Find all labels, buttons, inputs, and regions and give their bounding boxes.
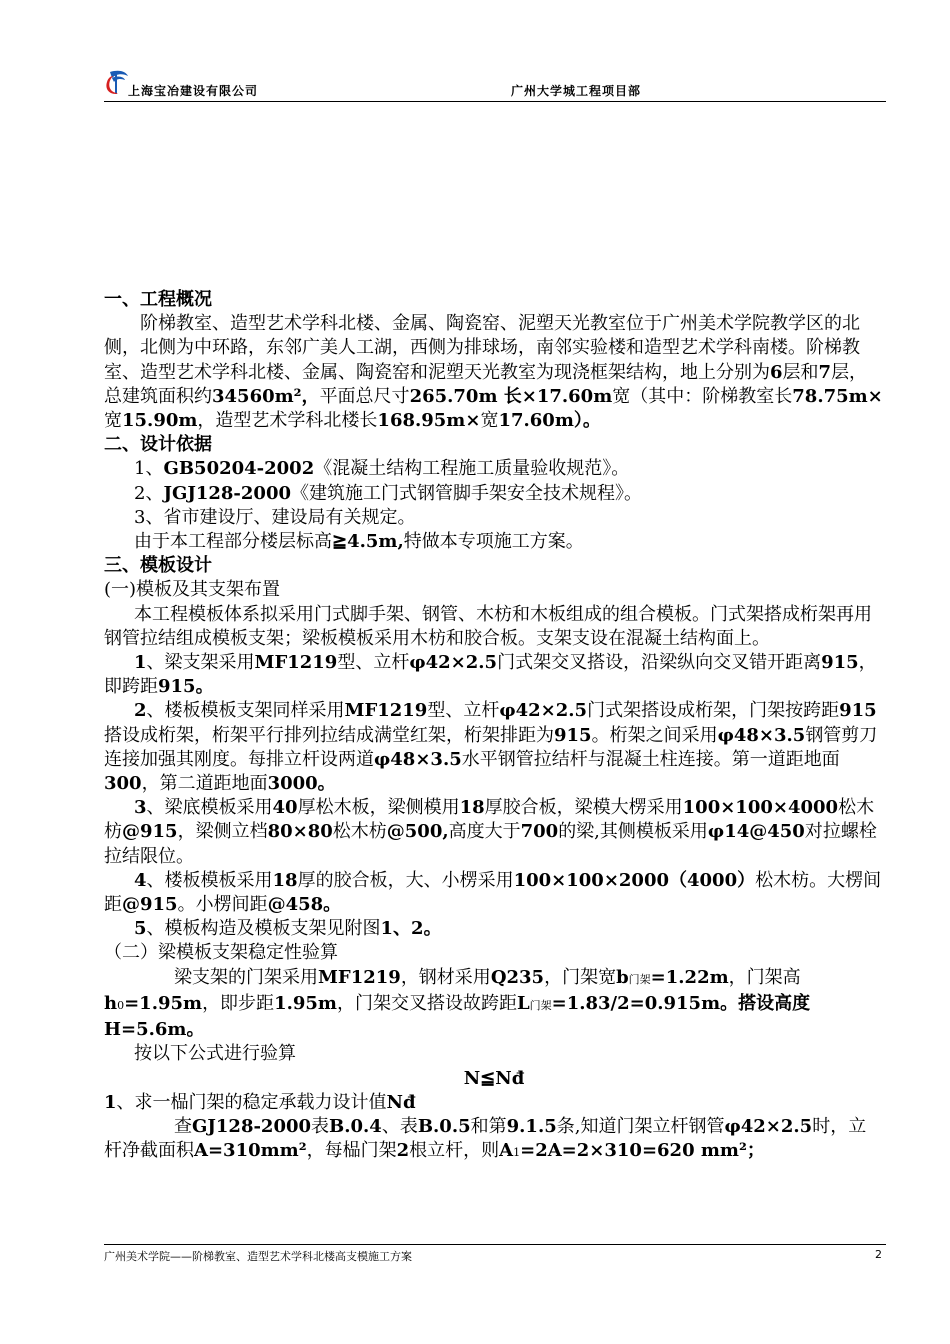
footer-title: 广州美术学院——阶梯教室、造型艺术学科北楼高支模施工方案 [104, 1250, 412, 1263]
verification-intro: 按以下公式进行验算 [134, 1043, 296, 1065]
basis-item-3: 3、省市建设厅、建设局有关规定。 [134, 506, 416, 528]
section-1-title: 一、工程概况 [104, 289, 212, 310]
project-name: 广州大学城工程项目部 [511, 84, 642, 98]
header-divider [104, 101, 886, 102]
footer-divider [104, 1244, 886, 1245]
stability-paragraph: 梁支架的门架采用MF1219，钢材采用Q235，门架宽b门架=1.22m，门架高h0=1.95m，即步距1.95m，门架交叉搭设故跨距L门架=1.83/2=0.915m。搭设高度H=5.6m。 [104, 966, 811, 1041]
document-body [104, 288, 884, 1165]
formula: N≦Nđ [463, 1067, 525, 1089]
formwork-item-5: 5、模板构造及模板支架见附图1、2。 [134, 918, 442, 940]
subsection-2-title: （二）梁模板支架稳定性验算 [104, 942, 338, 964]
formwork-item-1: 1、梁支架采用MF1219型、立杆φ42×2.5门式架交叉搭设，沿梁纵向交叉错开距离915，即跨距915。 [104, 652, 877, 698]
page-number: 2 [875, 1248, 882, 1261]
company-name: 上海宝冶建设有限公司 [128, 84, 259, 98]
formwork-item-2: 2、楼板模板支架同样采用MF1219型、立杆φ42×2.5门式架搭设成桁架，门架按跨距915搭设成桁架，桁架平行排列拉结成满堂红架，桁架排距为915。桁架之间采用φ48×3.5钢管剪刀连接加强其刚度。每排立杆设两道φ48×3.5水平钢管拉结杆与混凝土柱连接。第一道距地面300，第二道距地面3000。 [104, 700, 878, 795]
section-2-title: 二、设计依据 [104, 434, 212, 456]
step-1-paragraph: 查GJ128-2000表B.0.4、表B.0.5和第9.1.5条,知道门架立杆钢管φ42×2.5时，立杆净截面积A=310mm²，每榀门架2根立杆，则A1=2A=2×310=620 mm²； [104, 1115, 867, 1162]
section-1-paragraph: 阶梯教室、造型艺术学科北楼、金属、陶瓷窑、泥塑天光教室位于广州美术学院教学区的北侧，北侧为中环路，东邻广美人工湖，西侧为排球场，南邻实验楼和造型艺术学科南楼。阶梯教室、造型艺术学科北楼、金属、陶瓷窑和泥塑天光教室为现浇框架结构，地上分别为6层和7层，总建筑面积约34560m²，平面总尺寸265.70m 长×17.60m宽（其中：阶梯教室长78.75m×宽15.90m，造型艺术学科北楼长168.95m×宽17.60m）。 [104, 313, 883, 432]
basis-item-2: 2、JGJ128-2000《建筑施工门式钢管脚手架安全技术规程》。 [134, 482, 642, 504]
formwork-item-3: 3、梁底模板采用40厚松木板，梁侧模用18厚胶合板，梁模大楞采用100×100×4000松木枋@915，梁侧立档80×80松木枋@500,高度大于700的梁,其侧模板采用φ14@450对拉螺栓拉结限位。 [104, 797, 877, 867]
step-1-title: 1、求一榀门架的稳定承载力设计值Nđ [104, 1091, 416, 1113]
page-header [104, 68, 886, 104]
company-logo-icon [104, 68, 130, 98]
formwork-item-4: 4、楼板模板采用18厚的胶合板，大、小楞采用100×100×2000（4000）松木枋。大楞间距@915。小楞间距@458。 [104, 869, 882, 916]
formwork-intro: 本工程模板体系拟采用门式脚手架、钢管、木枋和木板组成的组合模板。门式架搭成桁架再用钢管拉结组成模板支架；梁板模板采用木枋和胶合板。支架支设在混凝土结构面上。 [104, 603, 872, 649]
subsection-1-title: (一)模板及其支架布置 [104, 579, 281, 601]
section-3-title: 三、模板设计 [104, 555, 212, 577]
basis-item-1: 1、GB50204-2002《混凝土结构工程施工质量验收规范》。 [134, 458, 630, 480]
basis-note: 由于本工程部分楼层标高≧4.5m,特做本专项施工方案。 [134, 531, 584, 553]
